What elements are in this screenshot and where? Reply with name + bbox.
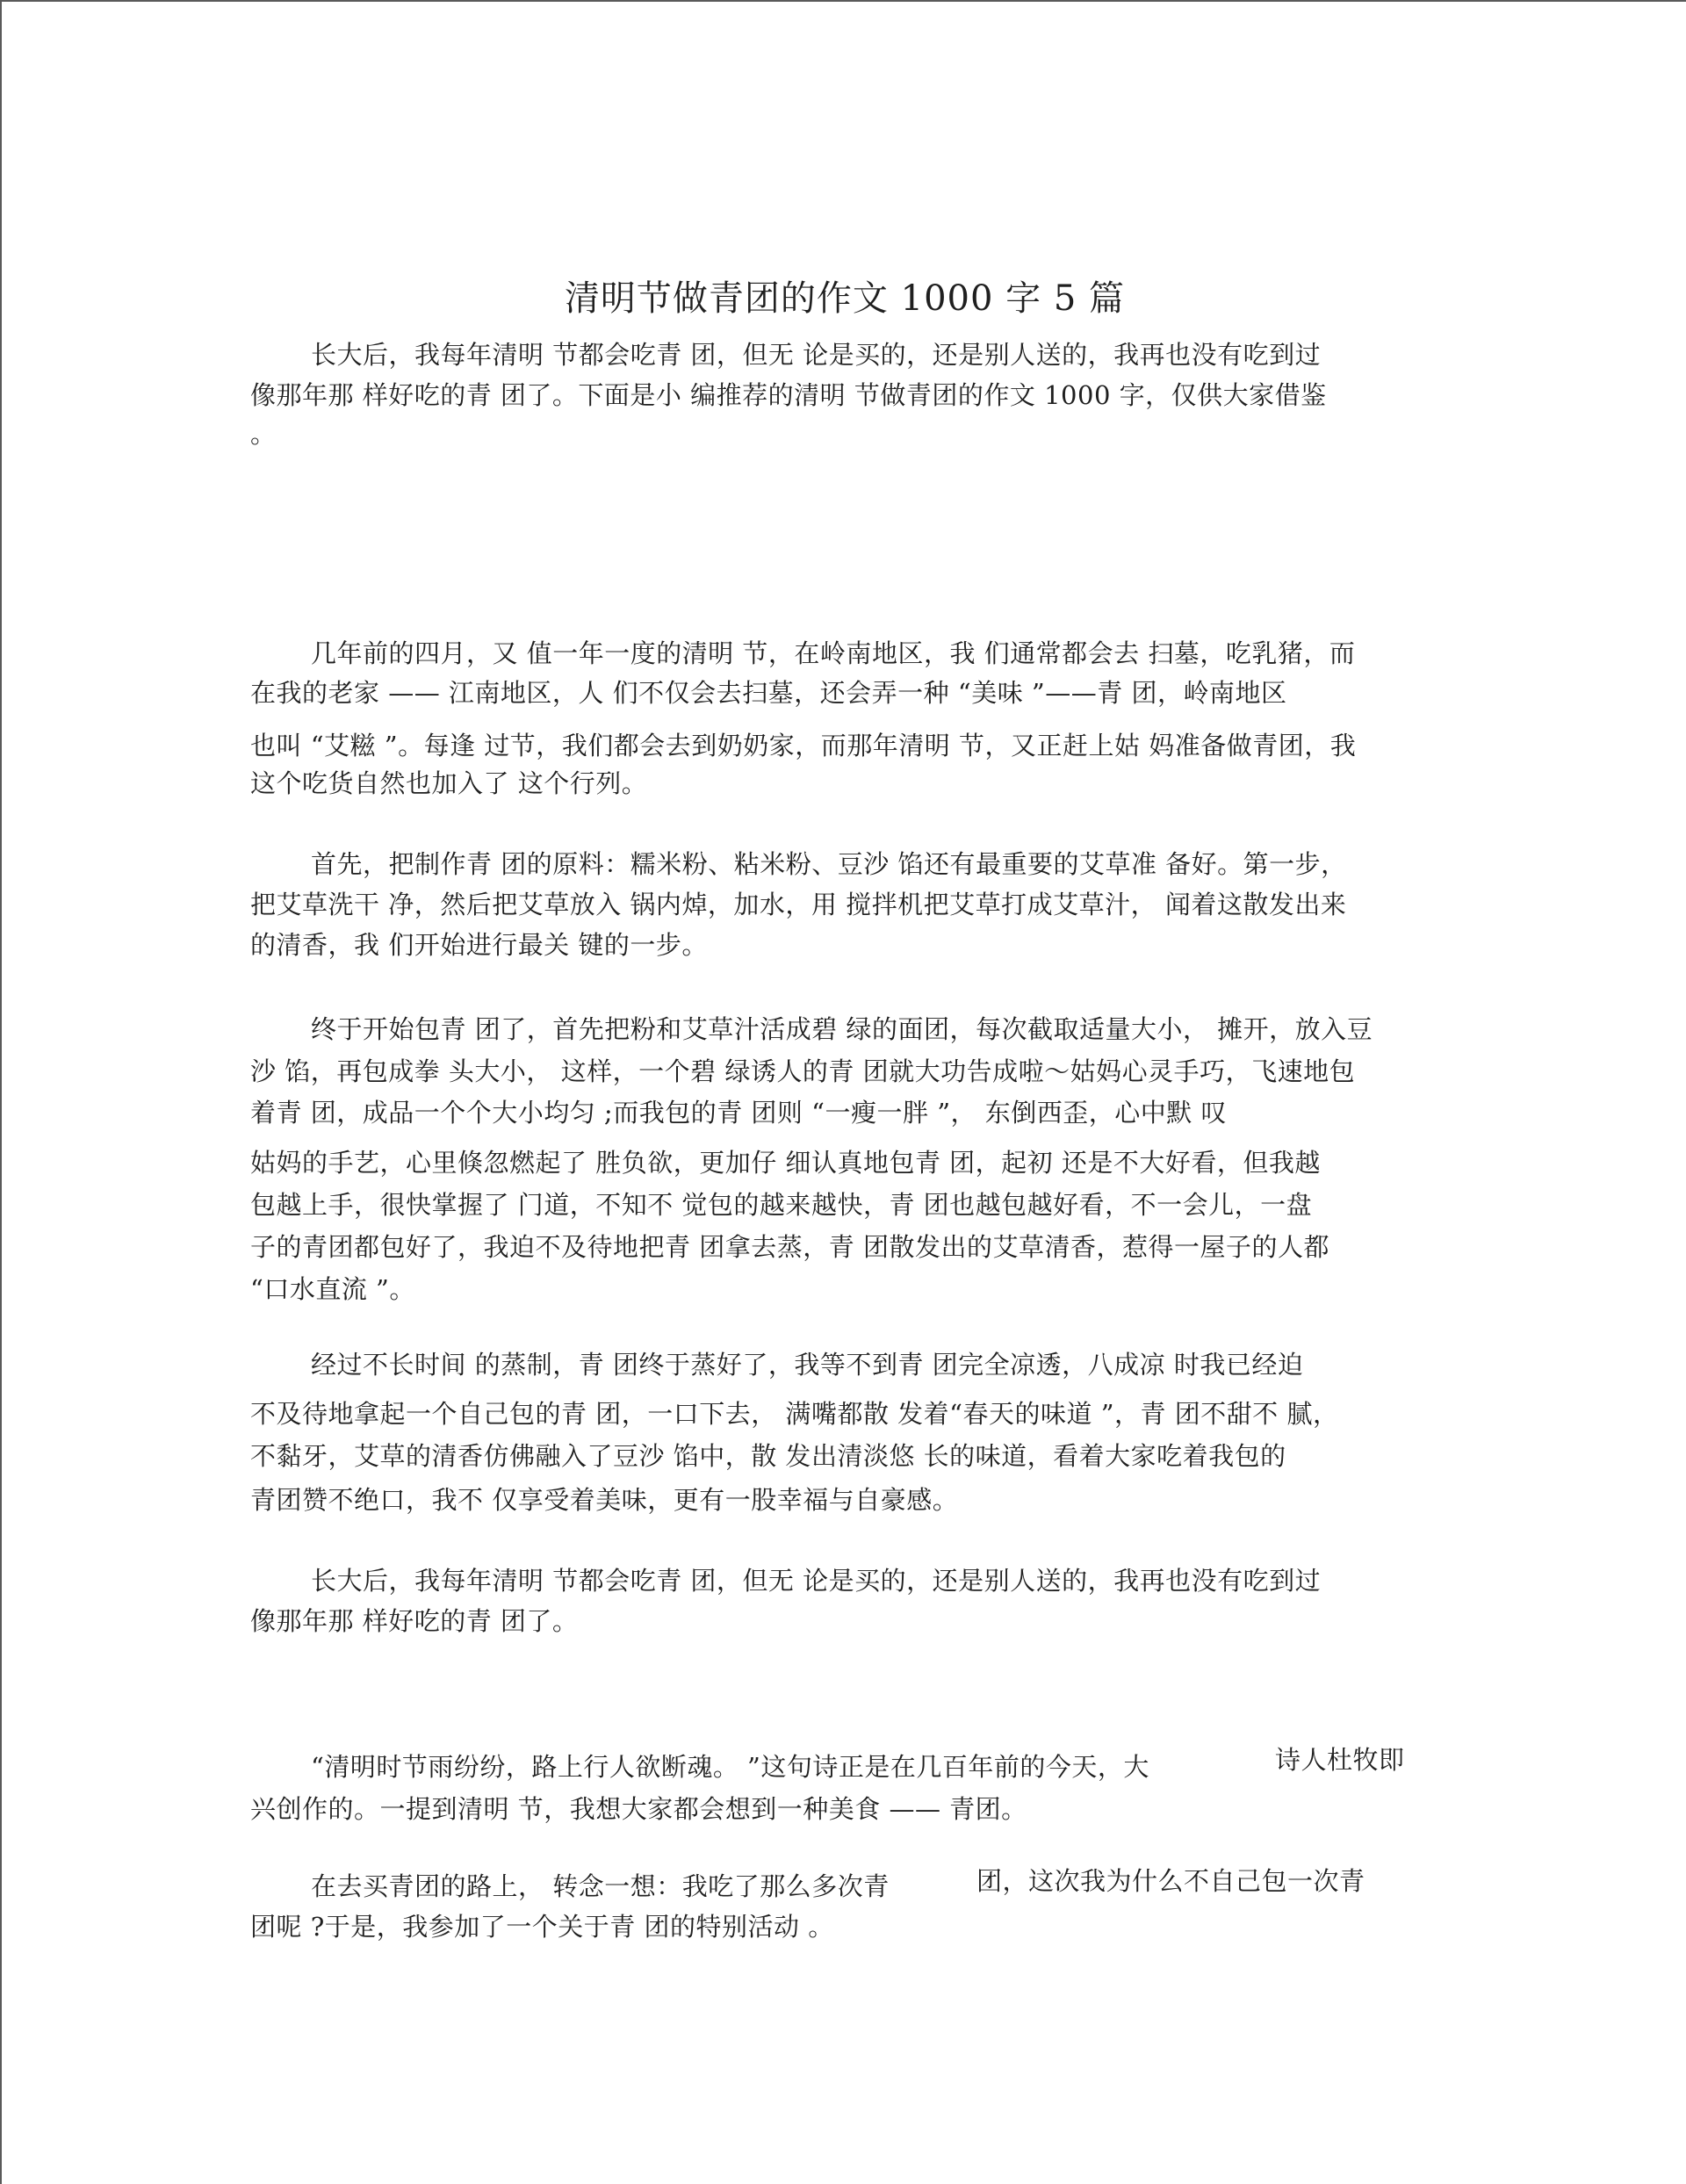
text-line: 把艾草洗干 净，然后把艾草放入 锅内焯，加水，用 搅拌机把艾草打成艾草汁， 闻着这散发出来 xyxy=(250,890,1347,919)
text-line: 沙 馅，再包成拳 头大小， 这样，一个碧 绿诱人的青 团就大功告成啦～姑妈心灵手巧，飞速地包 xyxy=(250,1056,1356,1086)
text-line: 在去买青团的路上， 转念一想：我吃了那么多次青 xyxy=(311,1871,890,1901)
text-line: 长大后，我每年清明 节都会吃青 团，但无 论是买的，还是别人送的，我再也没有吃到过 xyxy=(311,340,1322,370)
text-line: 青团赞不绝口，我不 仅享受着美味，更有一股幸福与自豪感。 xyxy=(250,1485,959,1515)
text-line: “口水直流 ”。 xyxy=(250,1274,415,1304)
text-line: 不黏牙，艾草的清香仿佛融入了豆沙 馅中，散 发出清淡悠 长的味道，看着大家吃着我包的 xyxy=(250,1441,1286,1471)
text-line: 包越上手，很快掌握了 门道，不知不 觉包的越来越快，青 团也越包越好看，不一会儿，一盘 xyxy=(250,1190,1313,1220)
text-line: 。 xyxy=(250,419,277,449)
text-line: 在我的老家 —— 江南地区，人 们不仅会去扫墓，还会弄一种 “美味 ”——青 团，岭南地区 xyxy=(250,678,1287,708)
text-line: 这个吃货自然也加入了 这个行列。 xyxy=(250,768,648,798)
text-line: 姑妈的手艺，心里倏忽燃起了 胜负欲，更加仔 细认真地包青 团，起初 还是不大好看，但我越 xyxy=(250,1148,1321,1178)
text-line: 也叫 “艾糍 ”。每逢 过节，我们都会去到奶奶家，而那年清明 节，又正赶上姑 妈准备做青团，我 xyxy=(250,731,1357,760)
text-line: 团呢 ?于是，我参加了一个关于青 团的特别活动 。 xyxy=(250,1912,834,1942)
text-line: 子的青团都包好了，我迫不及待地把青 团拿去蒸，青 团散发出的艾草清香，惹得一屋子的人都 xyxy=(250,1232,1329,1262)
text-line: 像那年那 样好吃的青 团了。下面是小 编推荐的清明 节做青团的作文 1000 字，仅供大家借鉴 xyxy=(250,380,1327,410)
text-line: 像那年那 样好吃的青 团了。 xyxy=(250,1606,579,1636)
text-line: 的清香，我 们开始进行最关 键的一步。 xyxy=(250,930,708,960)
text-line: 兴创作的。一提到清明 节，我想大家都会想到一种美食 —— 青团。 xyxy=(250,1794,1027,1824)
text-line: 诗人杜牧即 xyxy=(1275,1745,1405,1775)
text-line: 经过不长时间 的蒸制，青 团终于蒸好了，我等不到青 团完全凉透，八成凉 时我已经迫 xyxy=(311,1350,1304,1380)
text-line: 终于开始包青 团了，首先把粉和艾草汁活成碧 绿的面团，每次截取适量大小， 摊开，放入豆 xyxy=(311,1014,1373,1044)
document-title: 清明节做青团的作文 1000 字 5 篇 xyxy=(564,278,1126,319)
text-line: 长大后，我每年清明 节都会吃青 团，但无 论是买的，还是别人送的，我再也没有吃到过 xyxy=(311,1566,1322,1596)
text-line: 首先，把制作青 团的原料：糯米粉、粘米粉、豆沙 馅还有最重要的艾草准 备好。第一步， xyxy=(311,849,1347,879)
text-line: 团，这次我为什么不自己包一次青 xyxy=(976,1866,1365,1896)
text-line: 不及待地拿起一个自己包的青 团，一口下去， 满嘴都散 发着“春天的味道 ”，青 团不甜不 腻， xyxy=(250,1399,1339,1429)
text-line: 着青 团，成品一个个大小均匀 ;而我包的青 团则 “一瘦一胖 ”， 东倒西歪，心中默 叹 xyxy=(250,1098,1227,1128)
text-line: 几年前的四月，又 值一年一度的清明 节，在岭南地区，我 们通常都会去 扫墓，吃乳猪，而 xyxy=(311,638,1356,668)
text-line: “清明时节雨纷纷，路上行人欲断魂。 ”这句诗正是在几百年前的今天，大 xyxy=(311,1752,1149,1782)
